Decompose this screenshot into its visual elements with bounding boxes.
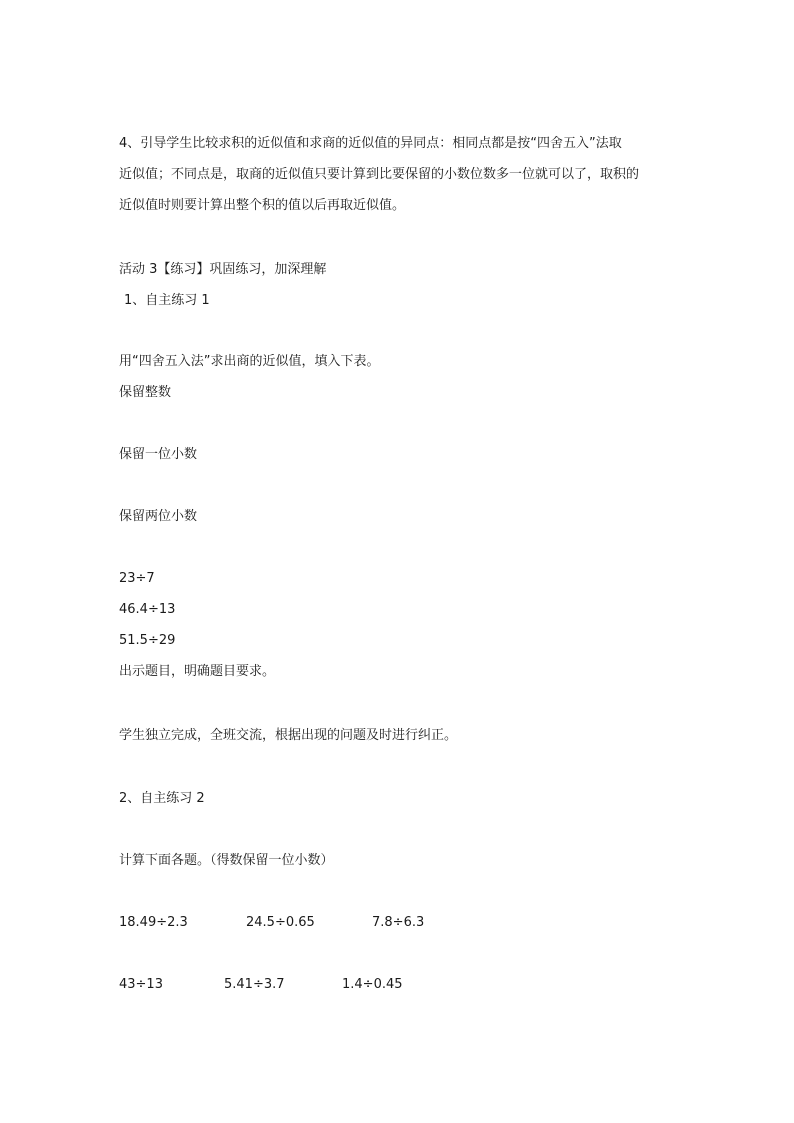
division-row-3: 51.5÷29 xyxy=(119,633,176,648)
paragraph-4-line-3: 近似值时则要计算出整个积的值以后再取近似值。 xyxy=(119,198,406,213)
problem-3: 7.8÷6.3 xyxy=(372,915,425,930)
problem-6: 1.4÷0.45 xyxy=(342,977,403,992)
problem-1: 18.49÷2.3 xyxy=(119,915,188,930)
problem-4: 43÷13 xyxy=(119,977,163,992)
problem-2: 24.5÷0.65 xyxy=(246,915,315,930)
column-keep-two-decimals: 保留两位小数 xyxy=(119,509,198,524)
paragraph-4-line-2: 近似值；不同点是，取商的近似值只要计算到比要保留的小数位数多一位就可以了，取积的 xyxy=(119,167,640,182)
exercise-2-instruction: 计算下面各题。（得数保留一位小数） xyxy=(119,853,334,868)
division-row-1: 23÷7 xyxy=(119,571,155,586)
exercise-2-row-1 xyxy=(119,914,424,932)
activity-3-title: 活动 3【练习】巩固练习，加深理解 xyxy=(119,262,327,277)
exercise-1-note-2: 学生独立完成，全班交流，根据出现的问题及时进行纠正。 xyxy=(119,728,458,743)
column-keep-integer: 保留整数 xyxy=(119,385,172,400)
problem-5: 5.41÷3.7 xyxy=(224,977,285,992)
exercise-2-row-2 xyxy=(119,976,403,994)
exercise-2-heading: 2、自主练习 2 xyxy=(119,791,205,806)
column-keep-one-decimal: 保留一位小数 xyxy=(119,447,198,462)
exercise-1-heading: 1、自主练习 1 xyxy=(124,293,210,308)
paragraph-4-line-1: 4、引导学生比较求积的近似值和求商的近似值的异同点：相同点都是按“四舍五入”法取 xyxy=(119,136,622,151)
division-row-2: 46.4÷13 xyxy=(119,602,176,617)
exercise-1-note-1: 出示题目，明确题目要求。 xyxy=(119,664,276,679)
exercise-1-instruction: 用“四舍五入法”求出商的近似值，填入下表。 xyxy=(119,354,380,369)
